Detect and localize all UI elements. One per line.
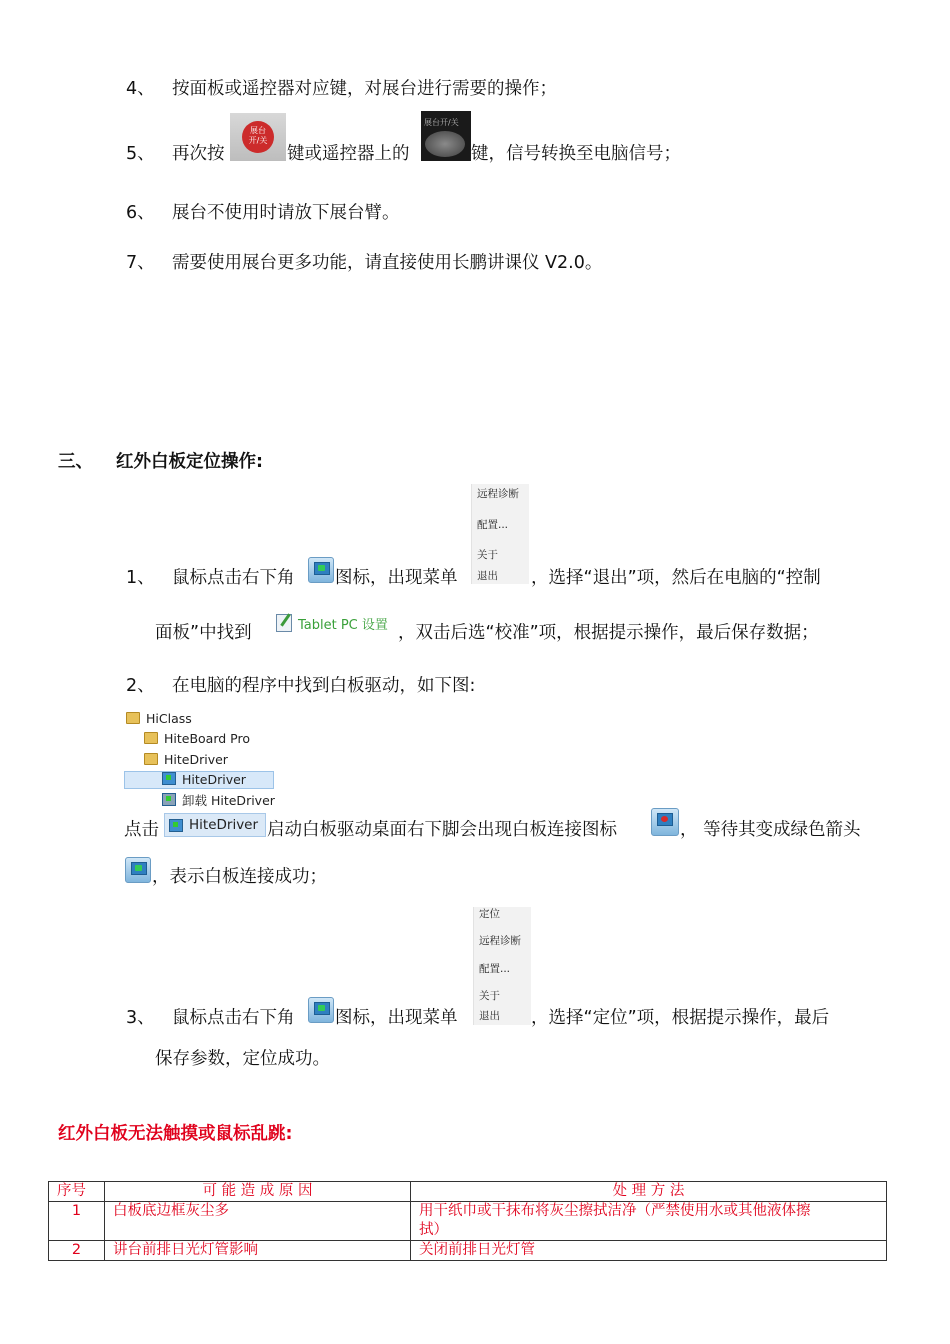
cell-fix bbox=[411, 1202, 887, 1241]
pen-icon bbox=[280, 613, 290, 626]
step-text-mid: 启动白板驱动桌面右下脚会出现白板连接图标 bbox=[267, 820, 617, 840]
trouble-title: 红外白板无法触摸或鼠标乱跳: bbox=[58, 1124, 293, 1144]
menu-item-remote-diagnosis[interactable]: 远程诊断 bbox=[479, 935, 521, 947]
whiteboard-connect-icon bbox=[651, 808, 679, 836]
step-text-post: ，选择“定位”项，根据提示操作，最后 bbox=[531, 1008, 830, 1028]
cell-fix-line: 拭） bbox=[419, 1222, 448, 1238]
step-number: 2、 bbox=[126, 676, 155, 696]
tree-item[interactable]: HiteBoard Pro bbox=[144, 731, 250, 747]
table-header-row bbox=[49, 1182, 887, 1202]
panel-button-image bbox=[230, 113, 286, 161]
hitedriver-icon bbox=[162, 772, 176, 785]
trouble-table bbox=[48, 1181, 887, 1261]
camera-switch-icon bbox=[242, 121, 274, 153]
tree-item[interactable]: 卸载 HiteDriver bbox=[162, 793, 275, 809]
panel-button-label: 展台 bbox=[250, 126, 266, 135]
step-text-pre: 鼠标点击右下角 bbox=[172, 568, 295, 588]
header-no: 序号 bbox=[49, 1182, 105, 1202]
section-title: 红外白板定位操作: bbox=[116, 452, 263, 472]
program-tree bbox=[124, 710, 284, 810]
menu-item-locate[interactable]: 定位 bbox=[479, 908, 500, 920]
cell-fix-line: 用干纸巾或干抹布将灰尘擦拭洁净（严禁使用水或其他液体擦 bbox=[419, 1203, 811, 1219]
step-text-pre: 鼠标点击右下角 bbox=[172, 1008, 295, 1028]
tablet-settings-icon bbox=[276, 614, 292, 632]
step-text: 展台不使用时请放下展台臂。 bbox=[172, 203, 400, 223]
step-text-post: ，双击后选“校准”项，根据提示操作，最后保存数据； bbox=[398, 623, 819, 643]
section-number: 三、 bbox=[58, 452, 93, 472]
step-number: 3、 bbox=[126, 1008, 155, 1028]
remote-button-label: 展台开/关 bbox=[424, 118, 459, 127]
step-text-post: ， 等待其变成绿色箭头 bbox=[680, 820, 861, 840]
cell-fix: 关闭前排日光灯管 bbox=[411, 1241, 887, 1261]
step-text: ，表示白板连接成功； bbox=[152, 867, 327, 887]
whiteboard-tray-icon bbox=[308, 997, 334, 1023]
remote-button-icon bbox=[425, 131, 465, 157]
step-number: 5、 bbox=[126, 144, 155, 164]
uninstall-icon bbox=[162, 793, 176, 806]
step-text: 在电脑的程序中找到白板驱动，如下图: bbox=[172, 676, 476, 696]
step-number: 6、 bbox=[126, 203, 155, 223]
menu-item-exit[interactable]: 退出 bbox=[479, 1010, 500, 1022]
step-text-mid: 图标，出现菜单 bbox=[335, 568, 458, 588]
step-text: 保存参数，定位成功。 bbox=[155, 1049, 330, 1069]
tree-item[interactable]: HiteDriver bbox=[162, 772, 246, 788]
menu-item-about[interactable]: 关于 bbox=[477, 549, 498, 561]
step-text-post: ，选择“退出”项，然后在电脑的“控制 bbox=[531, 568, 821, 588]
folder-icon bbox=[144, 732, 158, 744]
folder-icon bbox=[126, 712, 140, 724]
panel-button-label: 开/关 bbox=[248, 136, 268, 145]
table-row bbox=[49, 1202, 887, 1241]
step-text: 需要使用展台更多功能，请直接使用长鹏讲课仪 V2.0。 bbox=[172, 253, 603, 273]
hitedriver-icon bbox=[169, 819, 183, 832]
tree-item[interactable]: HiteDriver bbox=[144, 752, 228, 768]
tree-item[interactable]: HiClass bbox=[126, 711, 192, 727]
step-number: 7、 bbox=[126, 253, 155, 273]
cell-no: 1 bbox=[49, 1202, 105, 1241]
step-text bbox=[172, 141, 225, 167]
folder-icon bbox=[144, 753, 158, 765]
step-text-mid: 图标，出现菜单 bbox=[335, 1008, 458, 1028]
table-row bbox=[49, 1241, 887, 1261]
hitedriver-button[interactable] bbox=[164, 813, 266, 837]
header-cause: 可 能 造 成 原 因 bbox=[105, 1182, 411, 1202]
step-text-pre: 再次按 bbox=[172, 144, 225, 164]
header-fix: 处 理 方 法 bbox=[411, 1182, 887, 1202]
step-number: 4、 bbox=[126, 79, 155, 99]
step-text: 按面板或遥控器对应键，对展台进行需要的操作； bbox=[172, 79, 557, 99]
remote-button-image bbox=[421, 111, 471, 161]
whiteboard-tray-icon bbox=[308, 557, 334, 583]
cell-no: 2 bbox=[49, 1241, 105, 1261]
menu-item-about[interactable]: 关于 bbox=[479, 990, 500, 1002]
tablet-pc-settings bbox=[274, 613, 396, 635]
context-menu bbox=[471, 484, 529, 584]
hitedriver-button-label: HiteDriver bbox=[189, 817, 259, 833]
step-text-pre: 面板”中找到 bbox=[155, 623, 252, 643]
cell-cause: 讲台前排日光灯管影响 bbox=[105, 1241, 411, 1261]
menu-item-exit[interactable]: 退出 bbox=[477, 570, 498, 582]
context-menu bbox=[473, 907, 531, 1025]
menu-item-config[interactable]: 配置... bbox=[479, 963, 511, 975]
menu-item-remote-diagnosis[interactable]: 远程诊断 bbox=[477, 488, 519, 500]
step-text-post: 键，信号转换至电脑信号； bbox=[471, 144, 681, 164]
green-arrow-icon bbox=[125, 857, 151, 883]
menu-item-config[interactable]: 配置... bbox=[477, 519, 509, 531]
step-text-pre: 点击 bbox=[124, 820, 159, 840]
step-text-mid: 键或遥控器上的 bbox=[287, 144, 410, 164]
tablet-pc-label: Tablet PC 设置 bbox=[298, 618, 388, 633]
cell-cause: 白板底边框灰尘多 bbox=[105, 1202, 411, 1241]
step-number: 1、 bbox=[126, 568, 155, 588]
